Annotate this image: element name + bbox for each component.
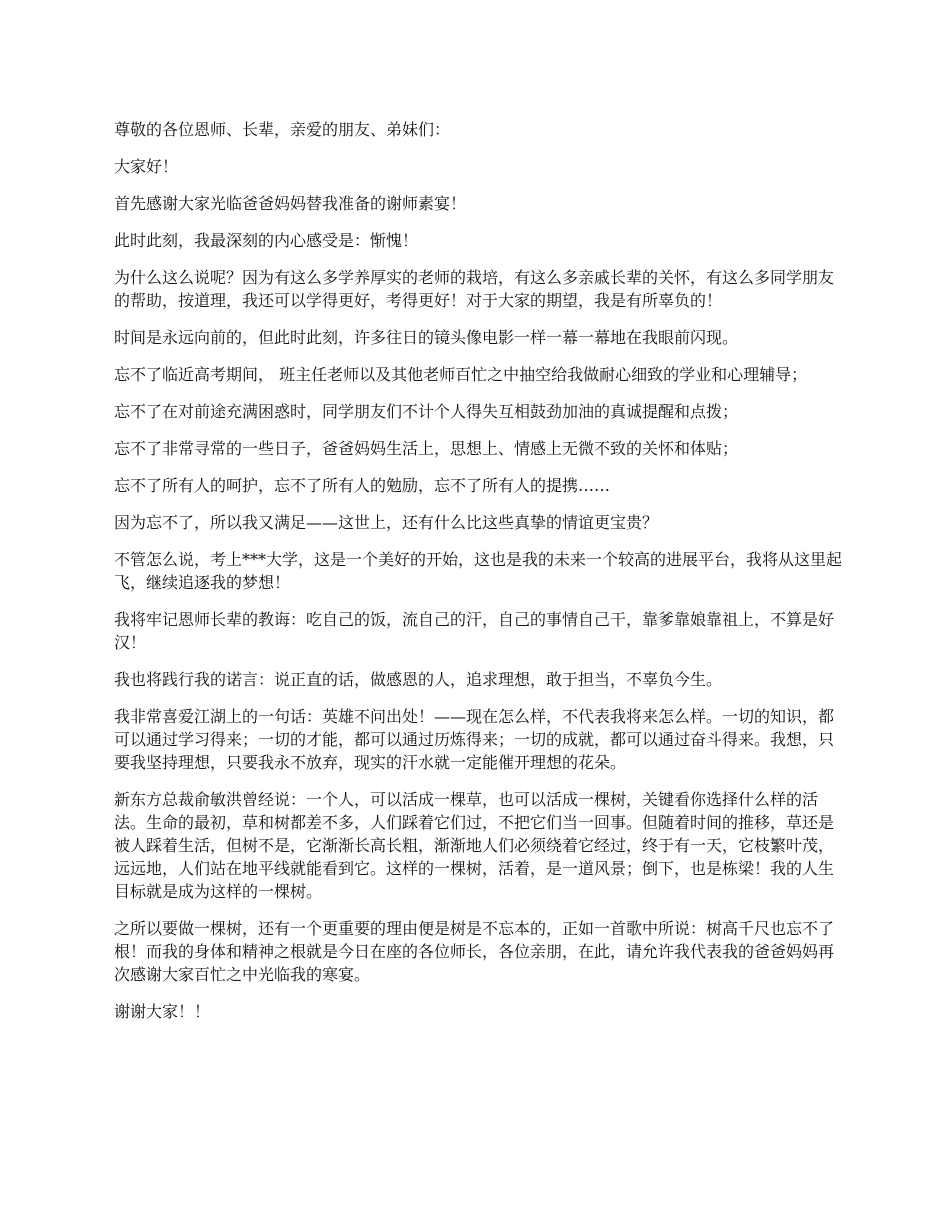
greeting-line: 尊敬的各位恩师、长辈，亲爱的朋友、弟妹们： [114,120,451,139]
paragraph-why: 为什么这么说呢？因为有这么多学养厚实的老师的栽培，有这么多亲戚长辈的关怀，有这么多同学朋友的帮助，按道理，我还可以学得更好，考得更好！对于大家的期望，我是有所辜负的！ [114,268,835,310]
paragraph-tree: 新东方总裁俞敏洪曾经说：一个人，可以活成一棵草，也可以活成一棵树，关键看你选择什么样的活法。生命的最初，草和树都差不多，人们踩着它们过，不把它们当一回事。但随着时间的推移，草还是被人踩着生活，但树不是，它渐渐长高长粗，渐渐地人们必须绕着它经过，终于有一天，它枝繁叶茂，远远地，人们站在地平线就能看到它。这样的一棵树，活着，是一道风景；倒下，也是栋梁！我的人生目标就是成为这样的一棵树。 [114,790,835,901]
paragraph-thanks: 首先感谢大家光临爸爸妈妈替我准备的谢师素宴！ [114,194,467,213]
paragraph-roots: 之所以要做一棵树，还有一个更重要的理由便是树是不忘本的，正如一首歌中所说：树高千尺也忘不了根！而我的身体和精神之根就是今日在座的各位师长，各位亲朋，在此，请允许我代表我的爸爸妈妈再次感谢大家百忙之中光临我的寒宴。 [114,919,835,984]
paragraph-parents: 忘不了非常寻常的一些日子，爸爸妈妈生活上，思想上、情感上无微不致的关怀和体贴； [114,439,739,458]
paragraph-hero: 我非常喜爱江湖上的一句话：英雄不问出处！——现在怎么样，不代表我将来怎么样。一切的知识，都可以通过学习得来；一切的才能，都可以通过历炼得来；一切的成就，都可以通过奋斗得来。我想，只要我坚持理想，只要我永不放弃，现实的汗水就一定能催开理想的花朵。 [114,707,835,772]
paragraph-teachers: 忘不了临近高考期间， 班主任老师以及其他老师百忙之中抽空给我做耐心细致的学业和心理辅导； [114,365,808,384]
paragraph-time: 时间是永远向前的，但此时此刻，许多往日的镜头像电影一样一幕一幕地在我眼前闪现。 [114,328,739,347]
paragraph-content: 因为忘不了，所以我又满足——这世上，还有什么比这些真挚的情谊更宝贵？ [114,513,659,532]
paragraph-promise: 我也将践行我的诺言：说正直的话，做感恩的人，追求理想，敢于担当，不辜负今生。 [114,670,723,689]
paragraph-everyone: 忘不了所有人的呵护，忘不了所有人的勉励，忘不了所有人的提携…… [114,476,611,495]
paragraph-teachings: 我将牢记恩师长辈的教诲：吃自己的饭，流自己的汗，自己的事情自己干，靠爹靠娘靠祖上，不算是好汉！ [114,610,835,652]
document-page [114,118,844,1037]
hello-line: 大家好！ [114,157,179,176]
paragraph-university: 不管怎么说，考上***大学，这是一个美好的开始，这也是我的未来一个较高的进展平台，我将从这里起飞，继续追逐我的梦想！ [114,550,843,592]
closing-line: 谢谢大家！！ [114,1002,211,1021]
paragraph-feeling: 此时此刻，我最深刻的内心感受是：惭愧！ [114,231,419,250]
paragraph-friends: 忘不了在对前途充满困惑时，同学朋友们不计个人得失互相鼓劲加油的真诚提醒和点拨； [114,402,739,421]
